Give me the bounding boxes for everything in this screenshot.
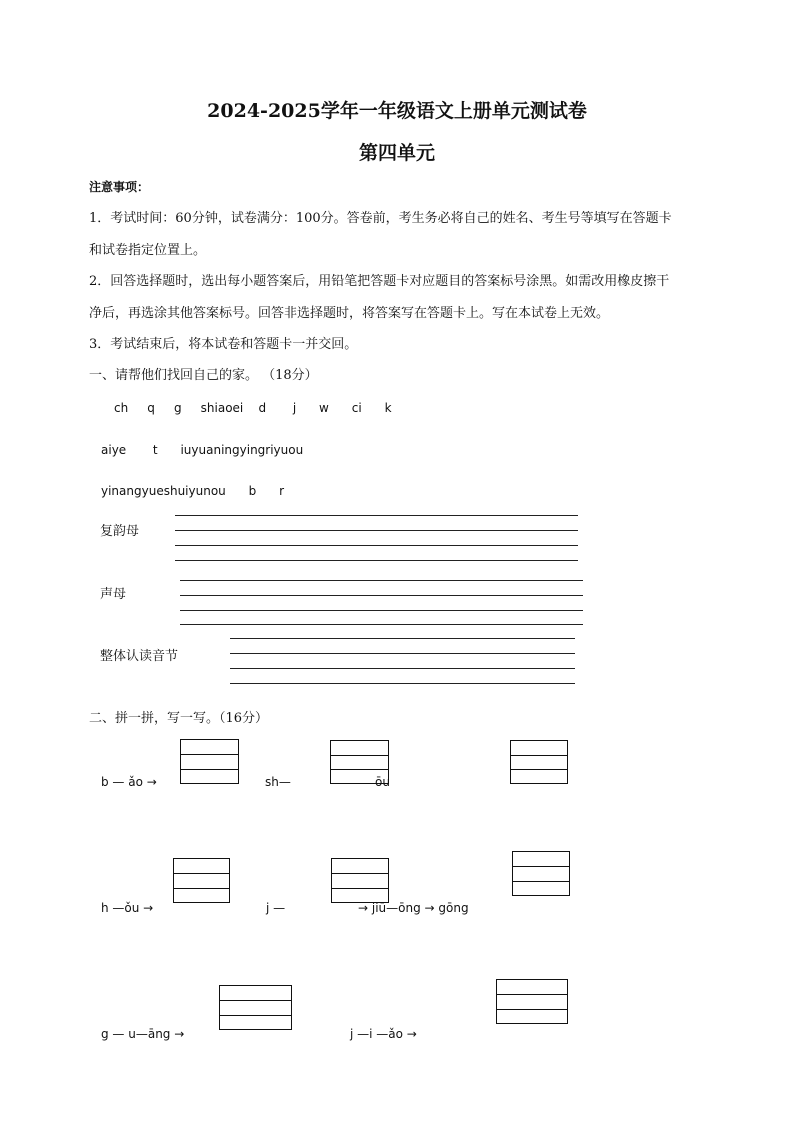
pinyin-row-3: yinangyueshuiyunou b r — [101, 484, 285, 498]
answer-line[interactable] — [230, 683, 575, 684]
label-shengmu: 声母 — [100, 587, 127, 602]
spell-item-3: h —ǒu → — [101, 901, 154, 915]
answer-line[interactable] — [180, 610, 583, 611]
writing-grid[interactable] — [331, 858, 389, 903]
label-zhengti: 整体认读音节 — [100, 649, 179, 664]
answer-line[interactable] — [175, 530, 578, 531]
note-item-1b: 和试卷指定位置上。 — [89, 243, 207, 258]
answer-line[interactable] — [175, 515, 578, 516]
pinyin-row-2: aiye t iuyuaningyingriyuou — [101, 443, 304, 457]
pinyin-row-1: ch q g shiaoei d j w ci k — [114, 401, 392, 415]
writing-grid[interactable] — [512, 851, 570, 896]
spell-item-4: j — — [266, 901, 286, 915]
answer-line[interactable] — [180, 624, 583, 625]
answer-line[interactable] — [175, 545, 578, 546]
notes-heading: 注意事项： — [89, 180, 150, 194]
document-title: 2024-2025学年一年级语文上册单元测试卷 — [207, 100, 587, 122]
answer-line[interactable] — [230, 653, 575, 654]
label-fuyunmu: 复韵母 — [100, 524, 140, 539]
document-subtitle: 第四单元 — [358, 142, 435, 164]
spell-item-7: j —i —ǎo → — [350, 1027, 417, 1041]
answer-line[interactable] — [230, 668, 575, 669]
spell-item-5: → jiū—ōng → gōng — [358, 901, 469, 915]
spell-item-6: g — u—āng → — [101, 1027, 185, 1041]
writing-grid[interactable] — [496, 979, 568, 1024]
writing-grid[interactable] — [173, 858, 230, 903]
section2-heading: 二、拼一拼，写一写。（16分） — [89, 711, 269, 726]
answer-line[interactable] — [175, 560, 578, 561]
answer-line[interactable] — [180, 580, 583, 581]
note-item-1a: 1．考试时间：60分钟，试卷满分：100分。答卷前，考生务必将自己的姓名、考生号等填写在答题卡 — [89, 211, 672, 226]
answer-line[interactable] — [230, 638, 575, 639]
spell-item-2b: ōu — [375, 775, 390, 789]
writing-grid[interactable] — [180, 739, 239, 784]
section1-heading: 一、请帮他们找回自己的家。 （18分） — [89, 368, 318, 383]
writing-grid[interactable] — [219, 985, 292, 1030]
note-item-2a: 2．回答选择题时，选出每小题答案后，用铅笔把答题卡对应题目的答案标号涂黑。如需改用橡皮擦干 — [89, 274, 670, 289]
spell-item-2: sh— — [265, 775, 291, 789]
spell-item-1: b — ǎo → — [101, 775, 157, 789]
note-item-3: 3．考试结束后，将本试卷和答题卡一并交回。 — [89, 337, 358, 352]
writing-grid[interactable] — [510, 740, 568, 784]
note-item-2b: 净后，再选涂其他答案标号。回答非选择题时，将答案写在答题卡上。写在本试卷上无效。 — [89, 306, 610, 321]
answer-line[interactable] — [180, 595, 583, 596]
